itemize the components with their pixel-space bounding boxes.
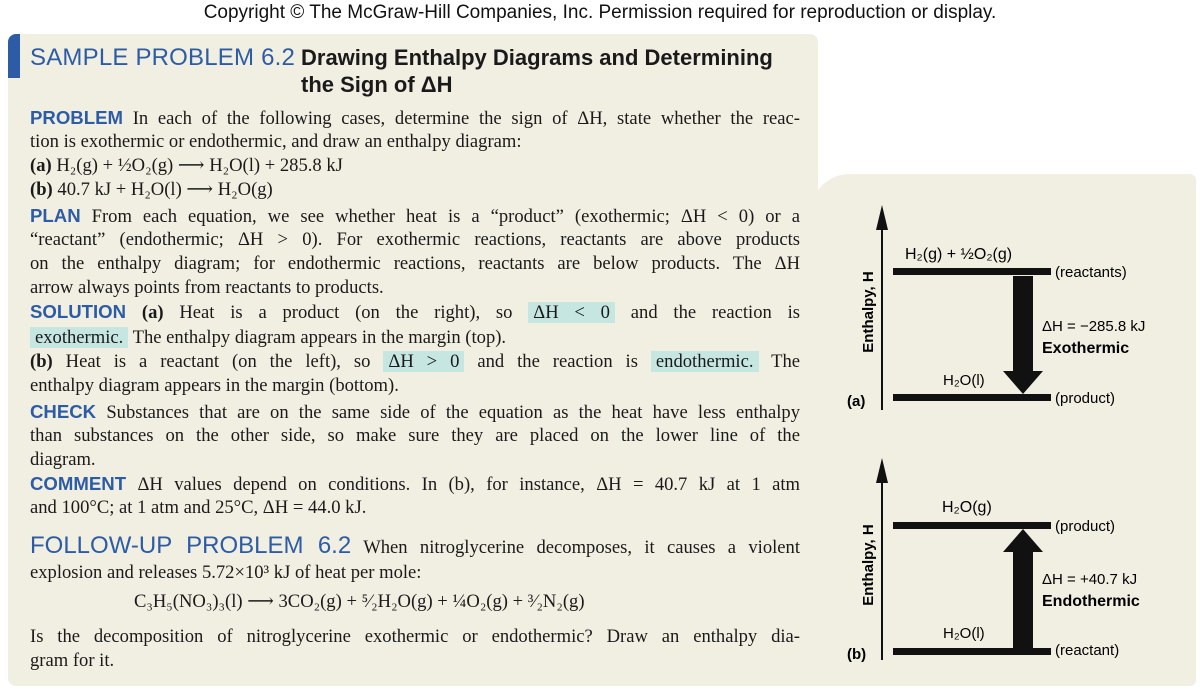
product-species-b: H₂O(g) [942, 499, 992, 516]
solution-a-line-1: SOLUTION (a) Heat is a product (on the right), so ΔH < 0 and the reaction is [30, 301, 800, 323]
reactant-level-b [893, 648, 1051, 655]
plan-line-2: “reactant” (endothermic; ΔH > 0). For exothermic reactions, reactants are above products [30, 229, 800, 250]
followup-line-2: explosion and releases 5.72×10³ kJ of heat per mole: [30, 562, 422, 583]
exothermic-highlight: exothermic. [30, 327, 128, 348]
check-line-1: CHECK Substances that are on the same side of the equation as the heat have less enthalpy [30, 401, 800, 423]
delta-h-value-b: ΔH = +40.7 kJ [1042, 571, 1138, 588]
plan-line-1: PLAN From each equation, we see whether heat is a “product” (exothermic; ΔH < 0) or a [30, 205, 801, 227]
product-species-a: H₂O(l) [943, 372, 985, 389]
sample-problem-title: Drawing Enthalpy Diagrams and Determining the Sign of ΔH [301, 45, 773, 97]
check-line-3: diagram. [30, 449, 96, 470]
sample-problem-label: SAMPLE PROBLEM 6.2 [30, 44, 296, 71]
comment-line-1: COMMENT ΔH values depend on conditions. In (b), for instance, ΔH = 40.7 kJ at 1 atm [30, 473, 800, 495]
reactants-tag-a: (reactants) [1055, 264, 1127, 281]
problem-equation-b: (b) 40.7 kJ + H₂O(l) ⟶ H₂O(g) [30, 179, 273, 200]
solution-a-line-2: exothermic. The enthalpy diagram appears in the margin (top). [30, 326, 800, 350]
followup-line-4: gram for it. [30, 650, 115, 671]
panel-label-b: (b) [847, 646, 867, 663]
product-level-b [893, 522, 1051, 529]
delta-h-arrow-head-b [1003, 529, 1043, 552]
axis-label-a: Enthalpy, H [860, 271, 877, 353]
followup-line-1: FOLLOW-UP PROBLEM 6.2 When nitroglycerine decomposes, it causes a violent [30, 532, 801, 559]
delta-h-arrow-head-a [1003, 371, 1043, 394]
plan-line-3: on the enthalpy diagram; for endothermic reactions, reactants are below products. The ΔH [30, 253, 800, 274]
axis-label-b: Enthalpy, H [860, 524, 877, 606]
delta-h-arrow-shaft-a [1013, 276, 1033, 371]
product-tag-b: (product) [1055, 518, 1116, 535]
problem-line-2: tion is exothermic or endothermic, and draw an enthalpy diagram: [30, 131, 522, 152]
product-level-a [893, 394, 1051, 401]
delta-h-arrow-shaft-b [1013, 552, 1033, 648]
enthalpy-diagram-a [847, 205, 1145, 410]
copyright-notice: Copyright © The McGraw-Hill Companies, Inc. Permission required for reproduction or display. [203, 2, 997, 23]
reactant-species-b: H₂O(l) [943, 625, 985, 642]
reaction-type-a: Exothermic [1042, 340, 1130, 357]
axis-arrowhead-b [876, 458, 888, 483]
followup-line-3: Is the decomposition of nitroglycerine exothermic or endothermic? Draw an enthalpy dia- [30, 626, 800, 647]
reactants-species-a: H₂(g) + ½O₂(g) [905, 246, 1013, 263]
axis-arrowhead-a [876, 205, 888, 230]
nitroglycerine-equation: C₃H₅(NO₃)₃(l) ⟶ 3CO₂(g) + ⁵⁄₂H₂O(g) + ¼O₂(g) + ³⁄₂N₂(g) [134, 591, 585, 612]
delta-h-positive-highlight: ΔH > 0 [383, 351, 464, 372]
comment-line-2: and 100°C; at 1 atm and 25°C, ΔH = 44.0 kJ. [30, 497, 367, 518]
reaction-type-b: Endothermic [1042, 593, 1140, 610]
check-line-2: than substances on the other side, so make sure they are placed on the lower line of the [30, 425, 800, 446]
endothermic-highlight: endothermic. [651, 351, 759, 372]
product-tag-a: (product) [1055, 390, 1116, 407]
problem-equation-a: (a) H₂(g) + ½O₂(g) ⟶ H₂O(l) + 285.8 kJ [30, 155, 343, 176]
solution-b-line-1: (b) Heat is a reactant (on the left), so ΔH > 0 and the reaction is endothermic. The [30, 351, 801, 372]
delta-h-negative-highlight: ΔH < 0 [528, 302, 615, 323]
enthalpy-diagram-b [847, 458, 1140, 663]
problem-line-1: PROBLEM In each of the following cases, determine the sign of ΔH, state whether the reac- [30, 107, 800, 129]
delta-h-value-a: ΔH = −285.8 kJ [1042, 318, 1146, 335]
solution-b-line-2: enthalpy diagram appears in the margin (bottom). [30, 375, 399, 396]
reactant-tag-b: (reactant) [1055, 642, 1120, 659]
panel-label-a: (a) [847, 393, 866, 410]
reactants-level-a [893, 268, 1051, 275]
plan-line-4: arrow always points from reactants to products. [30, 277, 384, 298]
